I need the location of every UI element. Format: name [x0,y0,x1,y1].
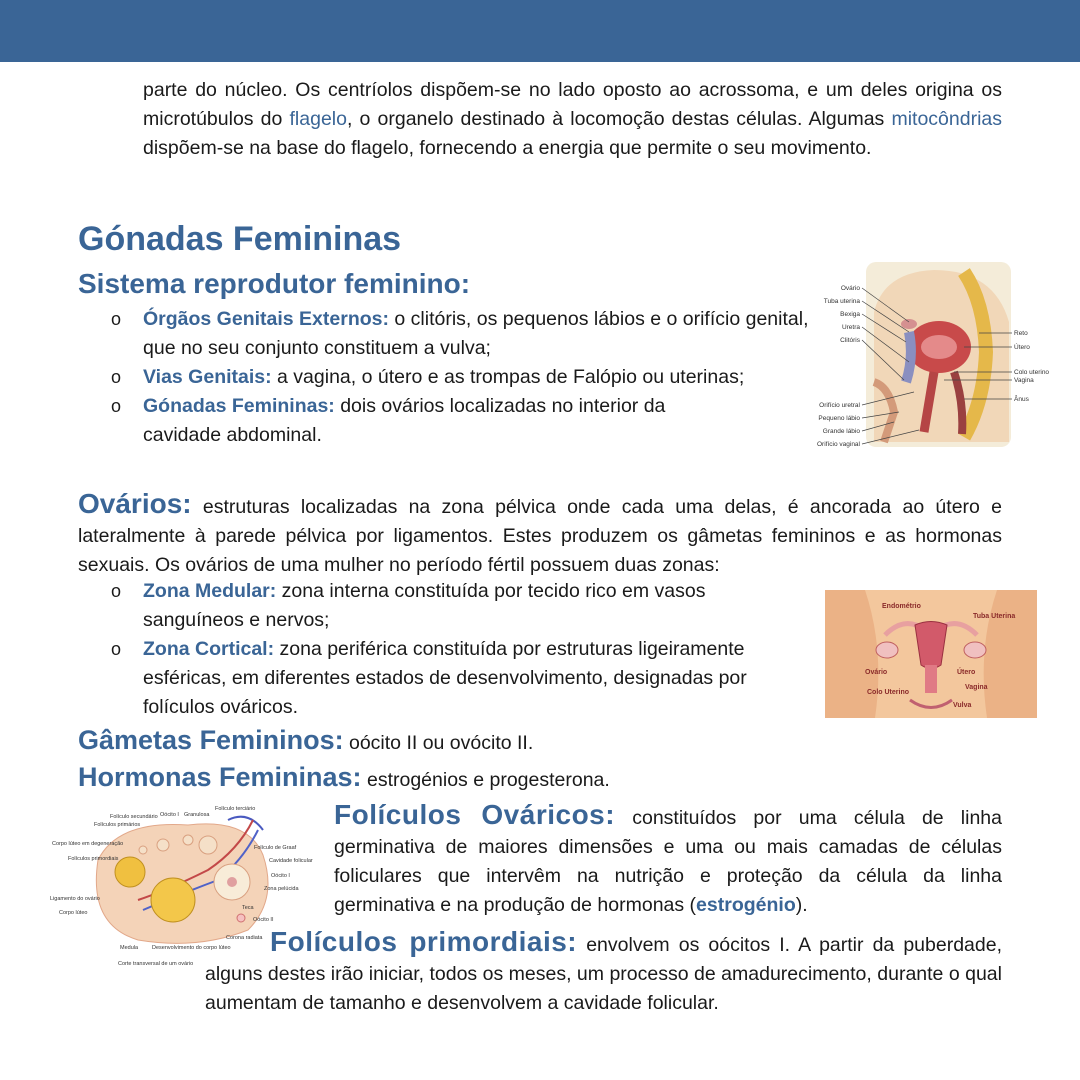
label-foliculo-graaf: Folículo de Graaf [254,845,297,851]
ovaries-text: estruturas localizadas na zona pélvica onde cada uma delas, é ancorada ao útero e lateralmente à parede pélvica por ligamentos. Estes produzem os gâmetas femininos e as hormonas sexuais. Os ovários de uma mulher no período fértil possuem duas zonas: [78,496,1002,576]
primordial-paragraph [205,927,1002,1018]
flagelo-link[interactable]: flagelo [289,108,347,130]
label-ovario: Ovário [840,285,860,292]
label-utero: Útero [1014,344,1030,351]
estrogenio-link[interactable]: estrogénio [696,894,796,916]
gametes-title: Gâmetas Femininos: [78,725,344,755]
label-oocito-i: Oócito I [160,812,179,818]
label-bexiga: Bexiga [840,311,860,318]
label-foliculos-primarios: Folículos primários [94,822,141,828]
pelvis-figure [814,262,1054,454]
label-reto: Reto [1014,330,1028,337]
follicles-paragraph [334,800,1002,920]
bullet-icon: o [111,309,122,329]
item-text: zona periférica constituída por estruturas ligeiramente esféricas, em diferentes estados de desenvolvimento, designadas por folículos ováricos. [143,638,747,718]
list-item [78,577,788,635]
hormones-text: estrogénios e progesterona. [361,769,610,791]
label-medula: Medula [120,945,139,951]
label-corona-radiata: Corona radiata [226,935,263,941]
label-desenvolvimento-corpo-luteo: Desenvolvimento do corpo lúteo [152,945,231,951]
follicles-text-2: ). [795,894,808,916]
uterus-illustration [825,590,1037,718]
label-uretra: Uretra [841,324,860,331]
item-label: Zona Medular: [143,580,277,602]
follicles-text-1: constituídos por uma célula de linha germinativa de maiores dimensões e uma ou mais camadas de células foliculares que intervêm na nutrição e proteção da célula da linha germinativa e na produção de hormonas ( [334,807,1002,916]
item-text: dois ovários localizadas no interior da cavidade abdominal. [143,395,666,446]
item-text: a vagina, o útero e as trompas de Falópio ou uterinas; [271,366,745,388]
label-oocito-i-b: Oócito I [271,873,290,879]
list-item [78,363,818,392]
label-grande-labio: Grande lábio [822,428,860,435]
follicles-title: Folículos Ováricos: [334,799,616,830]
bullet-icon: o [111,581,122,601]
primordial-title: Folículos primordiais: [270,926,578,957]
label-endometrio: Endométrio [882,603,921,610]
label-tuba-uterina: Tuba uterina [823,298,860,305]
mitocondrias-link[interactable]: mitocôndrias [891,108,1002,130]
intro-text-3: dispõem-se na base do flagelo, fornecendo a energia que permite o seu movimento. [143,137,872,159]
label-vulva: Vulva [953,702,972,709]
label-clitoris: Clitóris [840,337,860,344]
pelvis-illustration [814,262,1054,454]
uterus-figure [825,590,1037,718]
list-item [78,635,788,722]
intro-paragraph [143,76,1002,163]
label-orificio-uretral: Orifício uretral [819,402,860,409]
label-foliculo-terciario: Folículo terciário [215,806,256,812]
primordial-text: envolvem os oócitos I. A partir da puberdade, alguns destes irão iniciar, todos os meses, um processo de amadurecimento, durante o qual aumentam de tamanho e desenvolvem a cavidade folicular. [205,934,1003,1014]
header-bar [0,0,1080,62]
label-teca: Teca [242,905,254,911]
label-oocito-ii: Oócito II [253,917,274,923]
system-title: Sistema reprodutor feminino: [78,268,471,299]
item-label: Gónadas Femininas: [143,395,335,417]
label-ligamento-ovario: Ligamento do ovário [50,896,100,902]
list-item [78,305,818,363]
ovaries-paragraph [78,489,1002,580]
label-orificio-vaginal: Orifício vaginal [817,441,860,448]
intro-text-1: parte do núcleo. Os centríolos dispõem-se no lado oposto ao acrossoma, e um deles origina os microtúbulos do [143,79,1002,130]
bullet-icon: o [111,367,122,387]
item-label: Órgãos Genitais Externos: [143,308,389,330]
label-anus: Ânus [1014,396,1029,403]
item-label: Zona Cortical: [143,638,275,660]
system-list [78,305,818,450]
label-tuba-uterina: Tuba Uterina [973,613,1016,620]
label-ovario: Ovário [865,669,888,676]
bullet-icon: o [111,639,122,659]
item-text: o clitóris, os pequenos lábios e o orifício genital, que no seu conjunto constituem a vulva; [143,308,809,359]
label-corpo-luteo-degeneracao: Corpo lúteo em degeneração [52,841,124,847]
label-colo-uterino: Colo Uterino [867,689,909,696]
gametes-text: oócito II ou ovócito II. [343,732,534,754]
label-zona-pelucida: Zona pelúcida [264,886,299,892]
label-vagina: Vagina [965,684,988,691]
intro-text-2: , o organelo destinado à locomoção destas células. Algumas [346,108,892,130]
ovaries-list [78,577,788,722]
ovaries-title: Ovários: [78,488,192,519]
label-foliculo-secundario: Folículo secundário [110,814,158,820]
section-title: Gónadas Femininas [78,220,402,258]
label-corpo-luteo: Corpo lúteo [59,910,88,916]
label-granulosa: Granulosa [184,812,210,818]
item-label: Vias Genitais: [143,366,272,388]
label-cavidade-folicular: Cavidade folicular [269,858,313,864]
label-utero: Útero [957,669,976,676]
label-vagina: Vagina [1014,377,1034,384]
label-foliculos-primordiais: Folículos primordiais [68,856,119,862]
item-text: zona interna constituída por tecido rico em vasos sanguíneos e nervos; [143,580,706,631]
bullet-icon: o [111,396,122,416]
label-corte-transversal: Corte transversal de um ovário [118,961,194,967]
gametes-line [78,725,533,756]
label-pequeno-labio: Pequeno lábio [818,415,860,422]
hormones-line [78,762,610,793]
hormones-title: Hormonas Femininas: [78,762,362,792]
list-item [78,392,818,450]
label-colo-uterino: Colo uterino [1014,369,1050,376]
